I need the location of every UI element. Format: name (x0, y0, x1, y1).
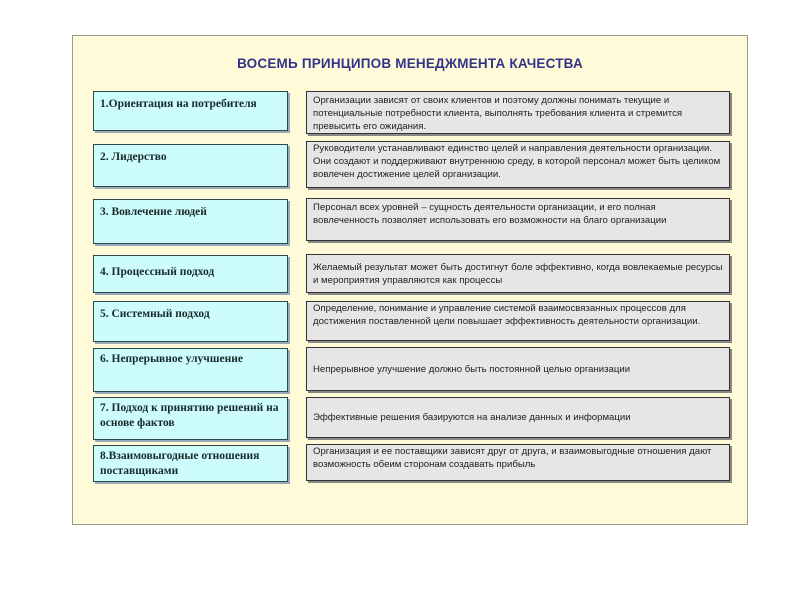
principle-description: Определение, понимание и управление системой взаимосвязанных процессов для достижения поставленной цели повышает эффективность деятельности организации. (306, 301, 730, 341)
principle-description: Желаемый результат может быть достигнут боле эффективно, когда вовлекаемые ресурсы и мероприятия управляются как процессы (306, 254, 730, 293)
slide-title: ВОСЕМЬ ПРИНЦИПОВ МЕНЕДЖМЕНТА КАЧЕСТВА (237, 56, 583, 71)
principle-name: 4. Процессный подход (93, 255, 288, 293)
principle-name: 5. Системный подход (93, 301, 288, 342)
principle-name: 1.Ориентация на потребителя (93, 91, 288, 131)
principle-description: Непрерывное улучшение должно быть постоянной целью организации (306, 347, 730, 391)
principle-description: Организации зависят от своих клиентов и поэтому должны понимать текущие и потенциальные потребности клиента, выполнять требования клиента и стремится превысить его ожидания. (306, 91, 730, 134)
principle-name: 7. Подход к принятию решений на основе фактов (93, 397, 288, 440)
principle-name: 8.Взаимовыгодные отношения поставщиками (93, 445, 288, 482)
principle-description: Организация и ее поставщики зависят друг от друга, и взаимовыгодные отношения дают возможность обеим сторонам создавать прибыль (306, 444, 730, 481)
principle-description: Эффективные решения базируются на анализе данных и информации (306, 397, 730, 438)
principle-name: 6. Непрерывное улучшение (93, 348, 288, 392)
principle-name: 2. Лидерство (93, 144, 288, 187)
principle-description: Руководители устанавливают единство целей и направления деятельности организации. Они создают и поддерживают внутреннюю среду, в которой персонал может быть целиком вовлечен достижение целей организации. (306, 141, 730, 188)
principle-name: 3. Вовлечение людей (93, 199, 288, 244)
principle-description: Персонал всех уровней – сущность деятельности организации, и его полная вовлеченность позволяет использовать его возможности на благо организации (306, 198, 730, 241)
slide-panel (72, 35, 748, 525)
